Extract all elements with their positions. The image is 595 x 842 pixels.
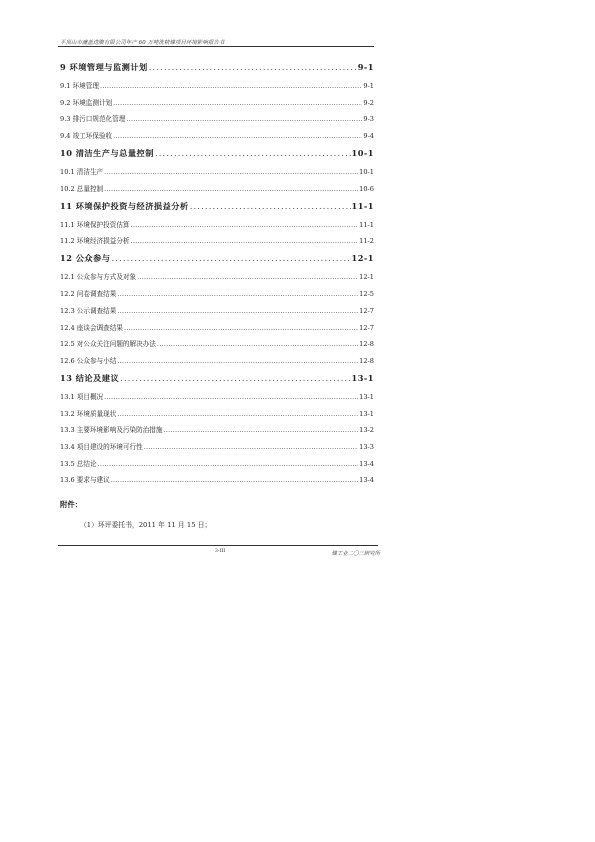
toc-section-entry[interactable]: [60, 306, 374, 316]
toc-section-entry[interactable]: [60, 339, 374, 349]
toc-dot-leader: [117, 409, 358, 419]
toc-chapter-entry[interactable]: [60, 201, 374, 212]
toc-entry-page: 9-1: [357, 62, 374, 72]
toc-entry-label: 9.3 排污口规范化管理: [60, 115, 126, 124]
toc-section-entry[interactable]: [60, 220, 374, 230]
footer-divider: [58, 545, 378, 546]
toc-dot-leader: [155, 148, 351, 159]
toc-entry-label: 9.2 环境监测计划: [60, 98, 113, 107]
toc-entry-page: 10-1: [359, 168, 374, 177]
toc-entry-page: 13-1: [359, 409, 374, 418]
toc-dot-leader: [104, 184, 358, 194]
toc-entry-page: 10-1: [351, 148, 374, 159]
toc-section-entry[interactable]: [60, 184, 374, 194]
toc-dot-leader: [113, 98, 362, 108]
toc-entry-page: 13-4: [359, 459, 374, 468]
toc-entry-label: 10.1 清洁生产: [60, 168, 104, 177]
attachment-item: （1）环评委托书，2011 年 11 月 15 日；: [80, 521, 212, 529]
toc-section-entry[interactable]: [60, 114, 374, 124]
toc-dot-leader: [98, 459, 359, 469]
toc-dot-leader: [137, 272, 358, 282]
toc-entry-label: 12.2 问卷调查结果: [60, 290, 117, 299]
toc-entry-label: 11 环境保护投资与经济损益分析: [60, 200, 189, 211]
toc-entry-label: 13 结论及建议: [60, 372, 120, 383]
toc-entry-page: 11-1: [359, 220, 374, 229]
toc-entry-label: 12.6 公众参与小结: [60, 356, 117, 365]
toc-entry-label: 12.4 座谈会调查结果: [60, 323, 123, 332]
toc-entry-page: 12-7: [359, 306, 374, 315]
toc-entry-page: 13-3: [359, 442, 374, 451]
toc-chapter-entry[interactable]: [60, 373, 374, 384]
toc-dot-leader: [126, 114, 362, 124]
footer-organization: 煤工业二〇三研究所: [331, 551, 380, 557]
toc-section-entry[interactable]: [60, 409, 374, 419]
toc-section-entry[interactable]: [60, 356, 374, 366]
toc-dot-leader: [117, 306, 358, 316]
toc-entry-label: 9 环境管理与监测计划: [60, 62, 148, 72]
toc-chapter-entry[interactable]: [60, 148, 374, 159]
toc-entry-label: 11.2 环境经济损益分析: [60, 237, 130, 246]
toc-entry-page: 9-3: [363, 115, 374, 124]
toc-section-entry[interactable]: [60, 98, 374, 108]
toc-dot-leader: [113, 131, 362, 141]
toc-entry-label: 10.2 总量控制: [60, 184, 104, 193]
toc-entry-page: 13-4: [359, 476, 374, 485]
toc-section-entry[interactable]: [60, 81, 374, 91]
toc-entry-label: 11.1 环境保护投资估算: [60, 220, 130, 229]
toc-dot-leader: [111, 475, 358, 485]
toc-entry-label: 12 公众参与: [60, 253, 111, 264]
toc-entry-label: 10 清洁生产与总量控制: [60, 148, 154, 159]
toc-entry-label: 13.1 项目概况: [60, 392, 104, 401]
toc-entry-page: 12-7: [359, 323, 374, 332]
toc-entry-label: 13.4 项目建设的环境可行性: [60, 442, 143, 451]
toc-dot-leader: [117, 289, 358, 299]
toc-dot-leader: [120, 373, 350, 384]
toc-dot-leader: [131, 236, 359, 246]
toc-dot-leader: [104, 167, 358, 177]
attachments-heading: 附件：: [60, 500, 83, 509]
toc-entry-page: 13-1: [359, 392, 374, 401]
toc-dot-leader: [131, 220, 359, 230]
toc-entry-page: 10-6: [359, 184, 374, 193]
running-header: 平顶山市瀍蓝迭腹有限公司年产 60 万吨洗精煤项目环境影响报告书: [60, 40, 225, 46]
toc-entry-page: 9-1: [363, 82, 374, 90]
toc-section-entry[interactable]: [60, 131, 374, 141]
toc-dot-leader: [144, 442, 358, 452]
toc-entry-label: 9.1 环境管理: [60, 82, 99, 90]
toc-entry-page: 13-2: [359, 426, 374, 435]
toc-entry-label: 12.1 公众参与方式及对象: [60, 273, 137, 282]
toc-entry-label: 13.6 要求与建议: [60, 476, 110, 485]
toc-entry-label: 12.5 对公众关注问题的解决办法: [60, 340, 156, 349]
toc-entry-page: 11-1: [351, 200, 374, 211]
toc-entry-label: 13.2 环境质量现状: [60, 409, 117, 418]
toc-dot-leader: [100, 81, 362, 91]
toc-section-entry[interactable]: [60, 289, 374, 299]
toc-section-entry[interactable]: [60, 475, 374, 485]
toc-dot-leader: [117, 356, 358, 366]
toc-dot-leader: [190, 201, 351, 212]
toc-section-entry[interactable]: [60, 442, 374, 452]
toc-entry-page: 12-8: [359, 356, 374, 365]
toc-chapter-entry[interactable]: [60, 62, 374, 73]
toc-section-entry[interactable]: [60, 425, 374, 435]
toc-section-entry[interactable]: [60, 236, 374, 246]
toc-section-entry[interactable]: [60, 392, 374, 402]
table-of-contents: [60, 55, 374, 492]
toc-dot-leader: [124, 323, 358, 333]
toc-entry-page: 9-2: [363, 98, 374, 107]
toc-dot-leader: [104, 392, 358, 402]
toc-chapter-entry[interactable]: [60, 253, 374, 264]
toc-dot-leader: [112, 253, 351, 264]
toc-entry-page: 12-1: [351, 253, 374, 264]
toc-entry-page: 9-4: [363, 132, 374, 141]
toc-dot-leader: [149, 62, 357, 73]
toc-entry-label: 13.3 主要环境影响及污染防治措施: [60, 426, 163, 435]
toc-entry-page: 13-1: [351, 372, 374, 383]
toc-dot-leader: [157, 339, 358, 349]
toc-entry-page: 12-1: [359, 273, 374, 282]
toc-section-entry[interactable]: [60, 323, 374, 333]
toc-entry-label: 13.5 总结论: [60, 459, 97, 468]
toc-entry-label: 12.3 公示调查结果: [60, 306, 117, 315]
toc-section-entry[interactable]: [60, 272, 374, 282]
toc-entry-page: 12-8: [359, 340, 374, 349]
header-divider: [58, 46, 374, 47]
toc-entry-page: 11-2: [359, 237, 374, 246]
toc-section-entry[interactable]: [60, 459, 374, 469]
toc-dot-leader: [164, 425, 359, 435]
toc-entry-label: 9.4 竣工环保验收: [60, 132, 113, 141]
toc-section-entry[interactable]: [60, 167, 374, 177]
footer-page-number: 3-III: [214, 549, 226, 554]
toc-entry-page: 12-5: [359, 290, 374, 299]
